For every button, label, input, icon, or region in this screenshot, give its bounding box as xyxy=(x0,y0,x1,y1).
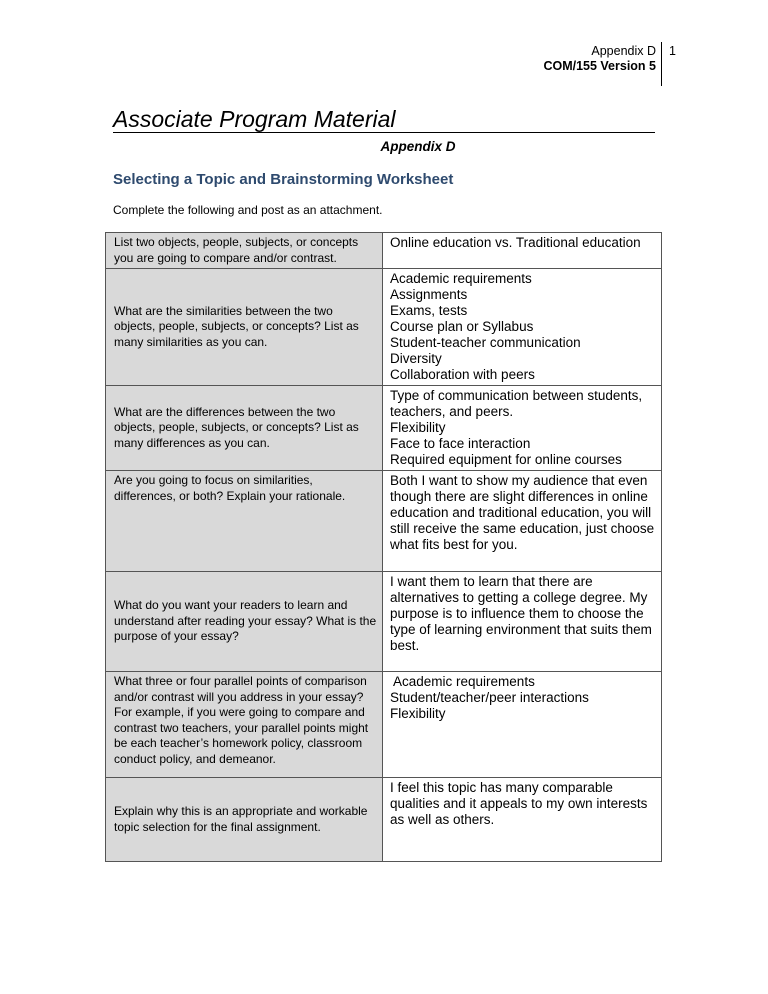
question-cell: What are the differences between the two objects, people, subjects, or concepts? List as many differences as you can. xyxy=(106,386,383,471)
answer-line: Exams, tests xyxy=(390,303,468,318)
table-row xyxy=(106,778,662,862)
answer-line: Student-teacher communication xyxy=(390,335,581,350)
answer-cell xyxy=(383,269,662,386)
answer-line: I want them to learn that there are alternatives to getting a college degree. My purpose is to influence them to choose the type of learning environment that suits them best. xyxy=(390,574,652,653)
answer-line: Collaboration with peers xyxy=(390,367,535,382)
question-cell: List two objects, people, subjects, or concepts you are going to compare and/or contrast. xyxy=(106,233,383,269)
table-row xyxy=(106,269,662,386)
answer-line: Student/teacher/peer interactions xyxy=(390,690,589,705)
header-divider xyxy=(661,42,662,86)
section-heading: Selecting a Topic and Brainstorming Worksheet xyxy=(113,171,454,188)
question-cell: What do you want your readers to learn and understand after reading your essay? What is the purpose of your essay? xyxy=(106,572,383,672)
answer-cell xyxy=(383,471,662,572)
answer-line: Both I want to show my audience that even though there are slight differences in online education and traditional education, you will still receive the same education, just choose what fits best for you. xyxy=(390,473,655,552)
answer-line: Online education vs. Traditional education xyxy=(390,235,641,250)
answer-line: Flexibility xyxy=(390,706,446,721)
answer-line: Flexibility xyxy=(390,420,446,435)
question-cell: Explain why this is an appropriate and workable topic selection for the final assignment. xyxy=(106,778,383,862)
question-cell: What three or four parallel points of comparison and/or contrast will you address in your essay? For example, if you were going to compare and contrast two teachers, your parallel points might be each teacher’s homework policy, classroom conduct policy, and demeanor. xyxy=(106,672,383,778)
answer-line: Course plan or Syllabus xyxy=(390,319,534,334)
worksheet-table xyxy=(105,232,662,862)
answer-line: Required equipment for online courses xyxy=(390,452,622,467)
answer-line: Type of communication between students, teachers, and peers. xyxy=(390,388,643,419)
page-number: 1 xyxy=(669,44,676,58)
answer-line: Diversity xyxy=(390,351,442,366)
answer-cell xyxy=(383,233,662,269)
appendix-title: Appendix D xyxy=(380,139,456,154)
table-row xyxy=(106,572,662,672)
answer-cell xyxy=(383,386,662,471)
question-cell: What are the similarities between the two objects, people, subjects, or concepts? List as many similarities as you can. xyxy=(106,269,383,386)
header-course: COM/155 Version 5 xyxy=(543,59,656,73)
answer-line: Academic requirements xyxy=(390,271,532,286)
answer-line: Academic requirements xyxy=(390,674,535,689)
question-cell: Are you going to focus on similarities, differences, or both? Explain your rationale. xyxy=(106,471,383,572)
document-title: Associate Program Material xyxy=(113,106,396,132)
title-underline xyxy=(113,132,655,133)
table-row xyxy=(106,672,662,778)
instructions: Complete the following and post as an attachment. xyxy=(113,203,383,217)
table-row xyxy=(106,386,662,471)
header-appendix-label: Appendix D xyxy=(591,44,656,58)
table-row xyxy=(106,471,662,572)
table-row xyxy=(106,233,662,269)
answer-line: Assignments xyxy=(390,287,468,302)
answer-line: I feel this topic has many comparable qualities and it appeals to my own interests as well as others. xyxy=(390,780,648,827)
running-header xyxy=(543,44,662,74)
answer-line: Face to face interaction xyxy=(390,436,531,451)
answer-cell xyxy=(383,778,662,862)
answer-cell xyxy=(383,572,662,672)
answer-cell xyxy=(383,672,662,778)
